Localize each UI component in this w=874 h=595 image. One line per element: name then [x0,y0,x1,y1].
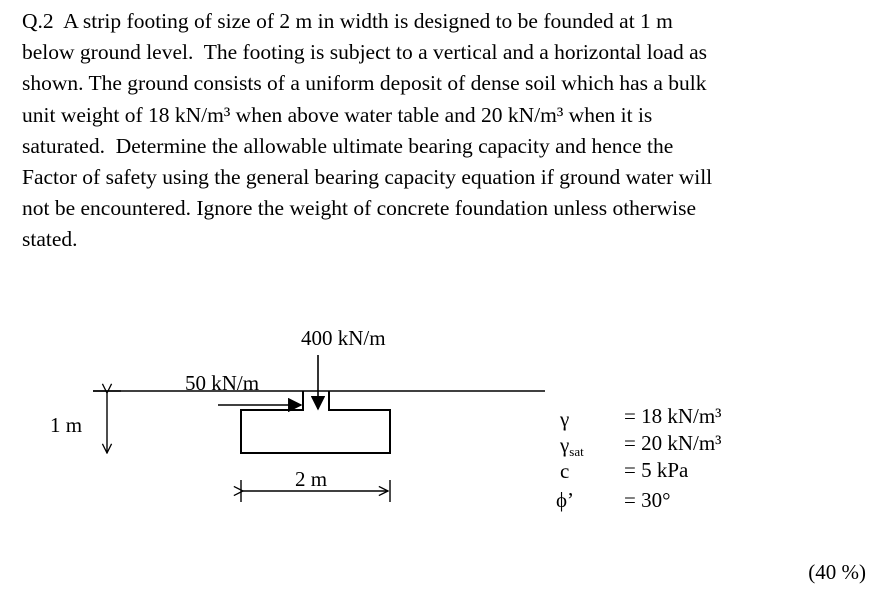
question-line: Q.2 A strip footing of size of 2 m in width is designed to be founded at 1 m [22,9,673,33]
vertical-load-label: 400 kN/m [301,326,386,350]
question-line: below ground level. The footing is subject to a vertical and a horizontal load as [22,40,708,65]
property-symbol: c [560,459,570,483]
depth-label: 1 m [50,413,83,437]
property-symbol [560,435,584,458]
horizontal-load-label: 50 kN/m [185,371,260,395]
property-value: = 30° [624,488,671,512]
property-symbol-main: γ [560,433,570,457]
property-value: = 18 kN/m³ [624,404,722,428]
property-subscript: sat [569,444,584,459]
question-line: saturated. Determine the allowable ultimate bearing capacity and hence the [22,133,674,158]
property-value: = 5 kPa [624,458,689,482]
property-symbol: ϕ’ [556,488,575,512]
question-line: unit weight of 18 kN/m³ when above water table and 20 kN/m³ when it is [22,102,653,127]
marks-label: (40 %) [808,560,866,584]
property-value: = 20 kN/m³ [624,431,722,455]
property-symbol: γ [560,407,570,431]
question-line: Factor of safety using the general bearing capacity equation if ground water will [22,165,713,190]
footing-column [241,391,390,453]
question-line: stated. [22,227,78,252]
width-label: 2 m [295,467,328,491]
question-line: not be encountered. Ignore the weight of concrete foundation unless otherwise [22,196,697,221]
question-line: shown. The ground consists of a uniform deposit of dense soil which has a bulk [22,71,707,96]
